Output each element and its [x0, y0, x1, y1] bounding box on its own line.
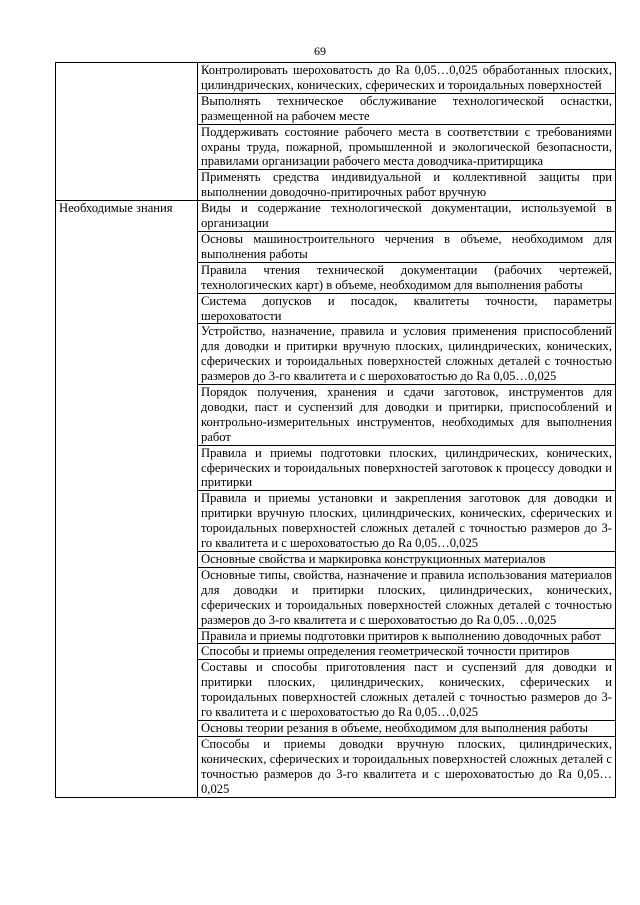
knowledge-cell: Основные типы, свойства, назначение и правила использования материалов для доводки и притирки плоских, цилиндрических, конических, сферических и тороидальных поверхностей сложных деталей с точностью размеров до 3-го квалитета и с шероховатостью до Ra 0,05…0,025 [198, 567, 616, 628]
knowledge-cell: Система допусков и посадок, квалитеты точности, параметры шероховатости [198, 293, 616, 324]
knowledge-cell: Основные свойства и маркировка конструкционных материалов [198, 552, 616, 568]
table-row [56, 201, 616, 232]
requirements-table [55, 62, 616, 798]
page-number: 69 [314, 44, 326, 58]
knowledge-cell: Правила и приемы подготовки притиров к выполнению доводочных работ [198, 628, 616, 644]
knowledge-cell: Правила чтения технической документации (рабочих чертежей, технологических карт) в объеме, необходимом для выполнения работы [198, 262, 616, 293]
skill-cell: Выполнять техническое обслуживание технологической оснастки, размещенной на рабочем месте [198, 93, 616, 124]
knowledge-cell: Порядок получения, хранения и сдачи заготовок, инструментов для доводки, паст и суспензий для доводки и притирки, приспособлений и контрольно-измерительных инструментов, необходимых для выполнения работ [198, 385, 616, 446]
knowledge-cell: Виды и содержание технологической документации, используемой в организации [198, 201, 616, 232]
knowledge-cell: Устройство, назначение, правила и условия применения приспособлений для доводки и притирки вручную плоских, цилиндрических, конических, сферических и тороидальных поверхностей сложных деталей с точностью размеров до 3-го квалитета и с шероховатостью до Ra 0,05…0,025 [198, 324, 616, 385]
knowledge-cell: Составы и способы приготовления паст и суспензий для доводки и притирки плоских, цилиндрических, конических, сферических и тороидальных поверхностей сложных деталей с точностью размеров до 3-го квалитета и с шероховатостью до Ra 0,05…0,025 [198, 660, 616, 721]
table-row [56, 63, 616, 94]
knowledge-cell: Способы и приемы доводки вручную плоских, цилиндрических, конических, сферических и тороидальных поверхностей сложных деталей с точностью размеров до 3-го квалитета и с шероховатостью до Ra 0,05…0,025 [198, 736, 616, 797]
knowledge-cell: Правила и приемы установки и закрепления заготовок для доводки и притирки вручную плоских, цилиндрических, конических, сферических и тороидальных поверхностей сложных деталей с точностью размеров до 3-го квалитета и с шероховатостью до Ra 0,05…0,025 [198, 491, 616, 552]
knowledge-cell: Правила и приемы подготовки плоских, цилиндрических, конических, сферических и тороидальных поверхностей заготовок к процессу доводки и притирки [198, 445, 616, 491]
skill-cell: Поддерживать состояние рабочего места в соответствии с требованиями охраны труда, пожарной, промышленной и экологической безопасности, правилами организации рабочего места доводчика-притирщика [198, 124, 616, 170]
skill-cell: Контролировать шероховатость до Ra 0,05…0,025 обработанных плоских, цилиндрических, конических, сферических и тороидальных поверхностей [198, 63, 616, 94]
skills-label-cell [56, 63, 198, 201]
skill-cell: Применять средства индивидуальной и коллективной защиты при выполнении доводочно-притирочных работ вручную [198, 170, 616, 201]
knowledge-cell: Способы и приемы определения геометрической точности притиров [198, 644, 616, 660]
knowledge-cell: Основы теории резания в объеме, необходимом для выполнения работы [198, 720, 616, 736]
knowledge-cell: Основы машиностроительного черчения в объеме, необходимом для выполнения работы [198, 231, 616, 262]
knowledge-label: Необходимые знания [56, 201, 198, 797]
